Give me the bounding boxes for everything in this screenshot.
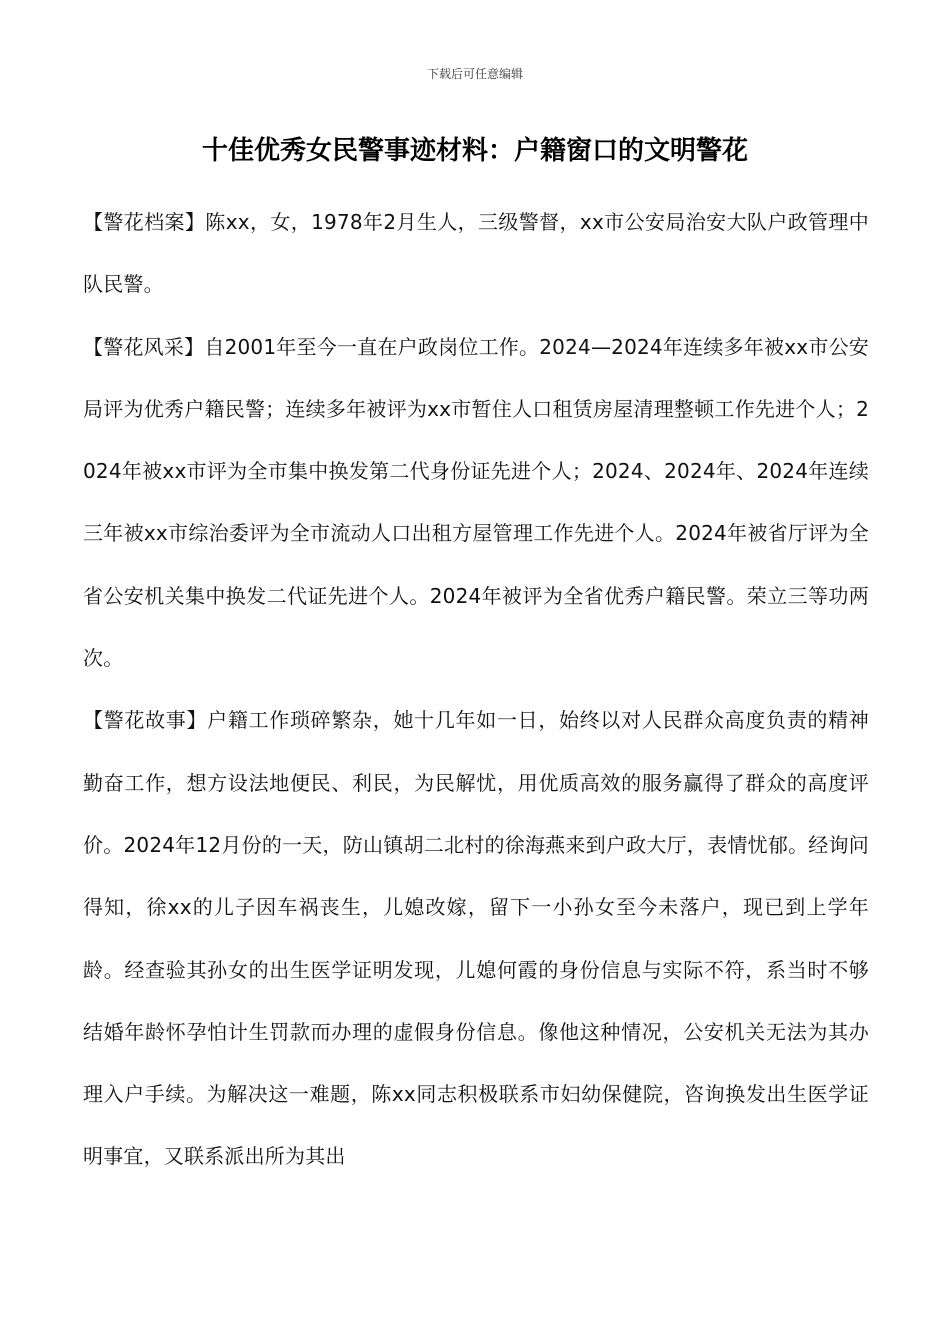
paragraph-story: 【警花故事】户籍工作琐碎繁杂，她十几年如一日，始终以对人民群众高度负责的精神勤奋工作，想方设法地便民、利民，为民解忧，用优质高效的服务赢得了群众的高度评价。2024年12月份的一天，防山镇胡二北村的徐海燕来到户政大厅，表情忧郁。经询问得知，徐xx的儿子因车祸丧生，儿媳改嫁，留下一小孙女至今未落户，现已到上学年龄。经查验其孙女的出生医学证明发现，儿媳何霞的身份信息与实际不符，系当时不够结婚年龄怀孕怕计生罚款而办理的虚假身份信息。像他这种情况，公安机关无法为其办理入户手续。为解决这一难题，陈xx同志积极联系市妇幼保健院，咨询换发出生医学证明事宜，又联系派出所为其出 bbox=[83, 708, 869, 1169]
paragraph-achievements: 【警花风采】自2001年至今一直在户政岗位工作。2024—2024年连续多年被xx市公安局评为优秀户籍民警；连续多年被评为xx市暂住人口租赁房屋清理整顿工作先进个人；2024年被xx市评为全市集中换发第二代身份证先进个人；2024、2024年、2024年连续三年被xx市综治委评为全市流动人口出租方屋管理工作先进个人。2024年被省厅评为全省公安机关集中换发二代证先进个人。2024年被评为全省优秀户籍民警。荣立三等功两次。 bbox=[83, 334, 869, 671]
paragraph-profile: 【警花档案】陈xx，女，1978年2月生人，三级警督，xx市公安局治安大队户政管理中队民警。 bbox=[83, 210, 869, 297]
document-body bbox=[83, 191, 869, 1188]
document-title: 十佳优秀女民警事迹材料：户籍窗口的文明警花 bbox=[201, 136, 748, 166]
header-note: 下载后可任意编辑 bbox=[426, 67, 523, 81]
